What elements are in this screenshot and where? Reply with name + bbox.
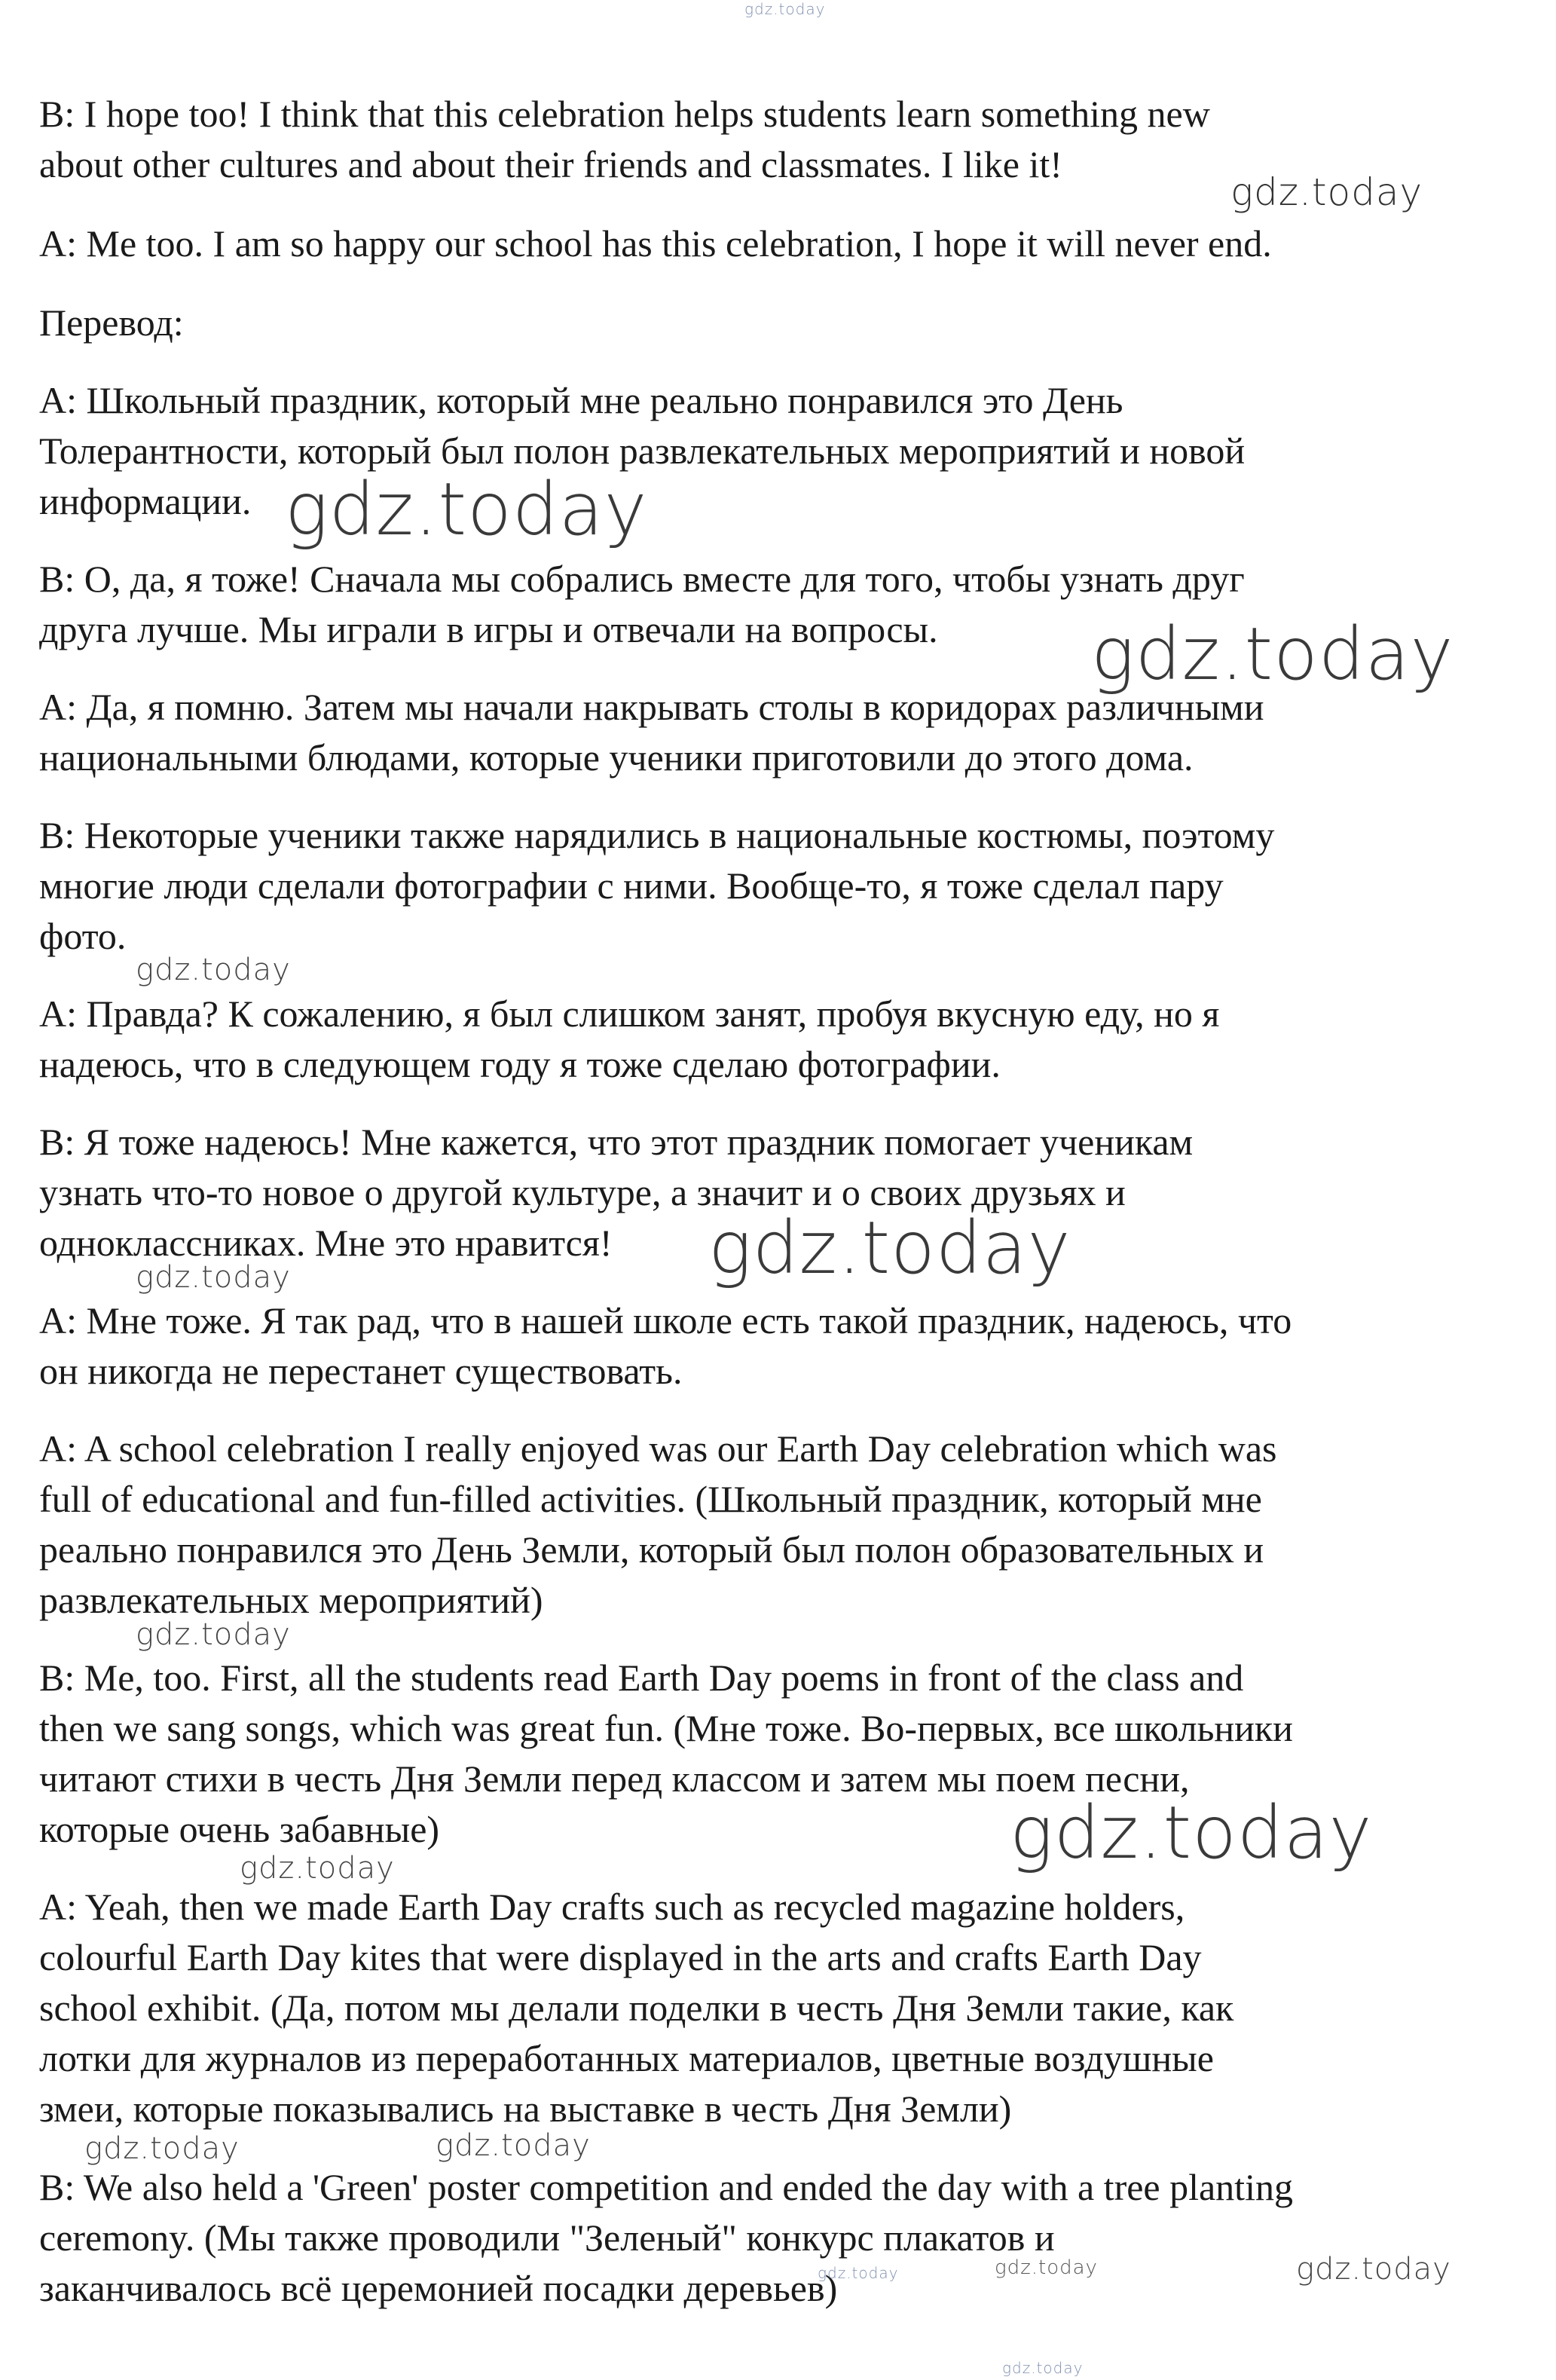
text-line: A: Me too. I am so happy our school has this celebration, I hope it will never end. [39, 222, 1272, 265]
text-line: одноклассниках. Мне это нравится! [39, 1222, 613, 1264]
watermark-text: gdz.today [1091, 612, 1454, 696]
text-line: B: О, да, я тоже! Сначала мы собрались вместе для того, чтобы узнать друг [39, 558, 1245, 600]
text-line: A: Мне тоже. Я так рад, что в нашей школе есть такой праздник, надеюсь, что [39, 1299, 1292, 1341]
text-line: информации. [39, 480, 252, 522]
header-watermark: gdz.today [744, 0, 826, 18]
paragraph-a-earth-day [39, 1424, 1531, 1626]
translation-heading [39, 298, 1531, 348]
text-line: реально понравился это День Земли, который был полон образовательных и [39, 1528, 1264, 1571]
text-line: B: We also held a 'Green' poster competition and ended the day with a tree planting [39, 2166, 1293, 2208]
text-line: A: Школьный праздник, который мне реально понравился это День [39, 379, 1123, 421]
paragraph-a-tolerance [39, 375, 1531, 527]
text-line: Толерантности, который был полон развлекательных мероприятий и новой [39, 430, 1246, 472]
watermark-text: gdz.today [136, 1260, 291, 1295]
text-line: A: Правда? К сожалению, я был слишком занят, пробуя вкусную еду, но я [39, 993, 1220, 1035]
text-line: A: Yeah, then we made Earth Day crafts such as recycled magazine holders, [39, 1886, 1185, 1928]
text-line: которые очень забавные) [39, 1808, 440, 1850]
watermark-text: gdz.today [995, 2256, 1098, 2279]
text-line: развлекательных мероприятий) [39, 1579, 543, 1621]
text-line: Перевод: [39, 301, 184, 344]
watermark-text: gdz.today [436, 2128, 591, 2163]
text-line: about other cultures and about their friends and classmates. I like it! [39, 143, 1062, 185]
paragraph-a-crafts [39, 1882, 1531, 2134]
watermark-text: gdz.today [818, 2264, 899, 2282]
watermark-text: gdz.today [1296, 2252, 1451, 2287]
text-line: читают стихи в честь Дня Земли перед классом и затем мы поем песни, [39, 1757, 1190, 1800]
text-line: заканчивалось всё церемонией посадки деревьев) [39, 2267, 838, 2309]
text-line: национальными блюдами, которые ученики приготовили до этого дома. [39, 736, 1194, 779]
paragraph-a-tables [39, 682, 1531, 783]
text-line: A: Да, я помню. Затем мы начали накрывать столы в коридорах различными [39, 686, 1264, 728]
text-line: лотки для журналов из переработанных материалов, цветные воздушные [39, 2037, 1214, 2079]
text-line: B: Некоторые ученики также нарядились в национальные костюмы, поэтому [39, 814, 1275, 856]
watermark-text: gdz.today [240, 1851, 395, 1886]
watermark-text: gdz.today [136, 953, 291, 987]
text-line: ceremony. (Мы также проводили "Зеленый" конкурс плакатов и [39, 2216, 1055, 2259]
paragraph-a-me-too [39, 219, 1531, 269]
watermark-text: gdz.today [1230, 170, 1423, 214]
text-line: надеюсь, что в следующем году я тоже сделаю фотографии. [39, 1043, 1001, 1085]
text-line: змеи, которые показывались на выставке в честь Дня Земли) [39, 2088, 1012, 2130]
paragraph-a-food [39, 989, 1531, 1090]
text-line: school exhibit. (Да, потом мы делали поделки в честь Дня Земли такие, как [39, 1987, 1234, 2029]
paragraph-b-poster [39, 2162, 1531, 2314]
text-line: then we sang songs, which was great fun. (Мне тоже. Во-первых, все школьники [39, 1707, 1293, 1749]
watermark-text: gdz.today [84, 2131, 240, 2166]
text-line: A: A school celebration I really enjoyed was our Earth Day celebration which was [39, 1427, 1277, 1470]
text-line: B: Me, too. First, all the students read Earth Day poems in front of the class and [39, 1657, 1244, 1699]
paragraph-b-costumes [39, 810, 1531, 962]
text-line: многие люди сделали фотографии с ними. Вообще-то, я тоже сделал пару [39, 864, 1224, 907]
text-line: B: I hope too! I think that this celebration helps students learn something new [39, 93, 1210, 135]
text-line: B: Я тоже надеюсь! Мне кажется, что этот праздник помогает ученикам [39, 1121, 1194, 1163]
text-line: фото. [39, 915, 127, 957]
watermark-text: gdz.today [1010, 1791, 1373, 1875]
watermark-text: gdz.today [285, 467, 648, 552]
text-line: друга лучше. Мы играли в игры и отвечали на вопросы. [39, 608, 938, 650]
paragraph-a-never-end [39, 1296, 1531, 1396]
text-line: full of educational and fun-filled activities. (Школьный праздник, который мне [39, 1478, 1262, 1520]
watermark-text: gdz.today [136, 1617, 291, 1652]
watermark-text: gdz.today [1002, 2359, 1084, 2377]
text-line: он никогда не перестанет существовать. [39, 1350, 683, 1392]
watermark-text: gdz.today [708, 1206, 1071, 1290]
text-line: узнать что-то новое о другой культуре, а значит и о своих друзьях и [39, 1171, 1126, 1213]
text-line: colourful Earth Day kites that were displayed in the arts and crafts Earth Day [39, 1936, 1202, 1978]
